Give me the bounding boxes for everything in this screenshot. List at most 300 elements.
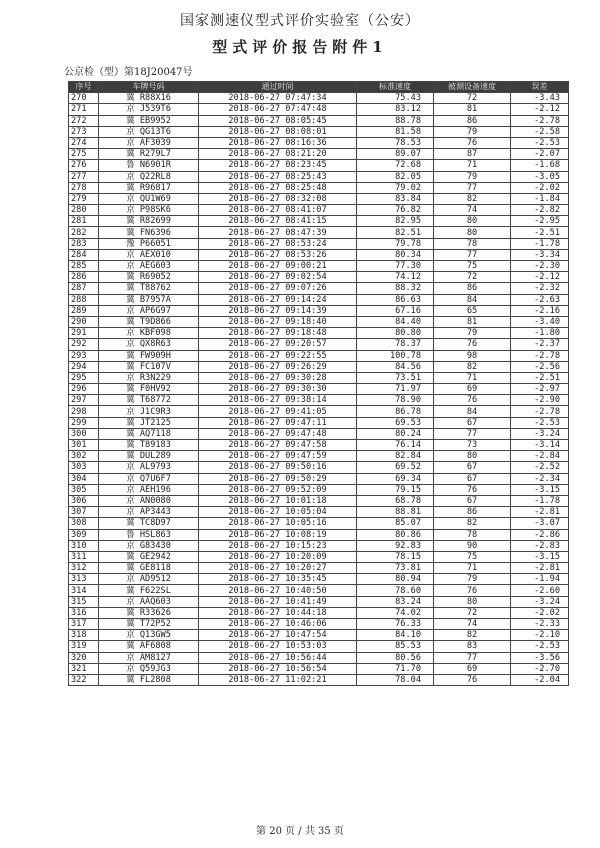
plate-number: 京 AAQ603 xyxy=(99,596,199,607)
standard-speed: 67.16 xyxy=(357,305,434,316)
standard-speed: 74.02 xyxy=(357,607,434,618)
plate-number: 鲁 N6901R xyxy=(99,160,199,171)
speed-error: -3.24 xyxy=(511,428,569,439)
pass-time: 2018-06-27 08:53:26 xyxy=(199,249,357,260)
plate-number: 京 Q13GW5 xyxy=(99,630,199,641)
standard-speed: 78.15 xyxy=(357,551,434,562)
plate-number: 京 QG13T6 xyxy=(99,126,199,137)
standard-speed: 79.15 xyxy=(357,484,434,495)
table-row xyxy=(69,607,569,618)
col-header-error: 误差 xyxy=(511,82,569,93)
standard-speed: 76.14 xyxy=(357,440,434,451)
pass-time: 2018-06-27 08:53:24 xyxy=(199,238,357,249)
table-row xyxy=(69,283,569,294)
device-speed: 77 xyxy=(434,428,511,439)
plate-number: 京 QX8R63 xyxy=(99,339,199,350)
standard-speed: 86.63 xyxy=(357,294,434,305)
table-row xyxy=(69,563,569,574)
row-index: 297 xyxy=(69,395,99,406)
lab-title: 国家测速仪型式评价实验室（公安） xyxy=(180,13,420,29)
speed-error: -2.51 xyxy=(511,227,569,238)
pass-time: 2018-06-27 10:53:03 xyxy=(199,641,357,652)
device-speed: 67 xyxy=(434,495,511,506)
pass-time: 2018-06-27 10:40:50 xyxy=(199,585,357,596)
table-row xyxy=(69,663,569,674)
device-speed: 90 xyxy=(434,540,511,551)
plate-number: 京 Q22RL8 xyxy=(99,171,199,182)
speed-error: -2.12 xyxy=(511,272,569,283)
table-row xyxy=(69,126,569,137)
pass-time: 2018-06-27 09:14:39 xyxy=(199,305,357,316)
pass-time: 2018-06-27 09:52:09 xyxy=(199,484,357,495)
pass-time: 2018-06-27 10:44:18 xyxy=(199,607,357,618)
table-row xyxy=(69,249,569,260)
standard-speed: 78.90 xyxy=(357,395,434,406)
speed-error: -2.53 xyxy=(511,417,569,428)
speed-error: -1.78 xyxy=(511,238,569,249)
device-speed: 80 xyxy=(434,451,511,462)
row-index: 281 xyxy=(69,216,99,227)
table-row xyxy=(69,137,569,148)
table-row xyxy=(69,574,569,585)
device-speed: 72 xyxy=(434,93,511,104)
device-speed: 79 xyxy=(434,171,511,182)
plate-number: 京 G83430 xyxy=(99,540,199,551)
table-row xyxy=(69,205,569,216)
pass-time: 2018-06-27 10:46:06 xyxy=(199,619,357,630)
row-index: 288 xyxy=(69,294,99,305)
report-subtitle: 型式评价报告附件1 xyxy=(212,38,388,56)
standard-speed: 77.30 xyxy=(357,261,434,272)
row-index: 298 xyxy=(69,406,99,417)
pass-time: 2018-06-27 08:08:01 xyxy=(199,126,357,137)
pass-time: 2018-06-27 09:26:29 xyxy=(199,361,357,372)
speed-error: -3.07 xyxy=(511,518,569,529)
speed-error: -2.97 xyxy=(511,384,569,395)
standard-speed: 82.84 xyxy=(357,451,434,462)
row-index: 299 xyxy=(69,417,99,428)
pass-time: 2018-06-27 10:05:16 xyxy=(199,518,357,529)
plate-number: 冀 JT2125 xyxy=(99,417,199,428)
plate-number: 冀 T89183 xyxy=(99,440,199,451)
table-header-row xyxy=(69,82,569,93)
plate-number: 冀 FN6396 xyxy=(99,227,199,238)
pass-time: 2018-06-27 09:50:16 xyxy=(199,462,357,473)
speed-error: -2.34 xyxy=(511,473,569,484)
plate-number: 冀 R82699 xyxy=(99,216,199,227)
pass-time: 2018-06-27 09:14:24 xyxy=(199,294,357,305)
plate-number: 冀 T68772 xyxy=(99,395,199,406)
device-speed: 76 xyxy=(434,674,511,685)
row-index: 272 xyxy=(69,115,99,126)
plate-number: 冀 T72P52 xyxy=(99,619,199,630)
table-row xyxy=(69,261,569,272)
pass-time: 2018-06-27 07:47:34 xyxy=(199,93,357,104)
row-index: 310 xyxy=(69,540,99,551)
standard-speed: 83.24 xyxy=(357,596,434,607)
standard-speed: 80.34 xyxy=(357,249,434,260)
device-speed: 76 xyxy=(434,137,511,148)
row-index: 303 xyxy=(69,462,99,473)
row-index: 279 xyxy=(69,193,99,204)
row-index: 271 xyxy=(69,104,99,115)
device-speed: 67 xyxy=(434,417,511,428)
plate-number: 冀 B7957A xyxy=(99,294,199,305)
pass-time: 2018-06-27 08:25:43 xyxy=(199,171,357,182)
row-index: 312 xyxy=(69,563,99,574)
plate-number: 京 AP3443 xyxy=(99,507,199,518)
table-row xyxy=(69,406,569,417)
pass-time: 2018-06-27 10:47:54 xyxy=(199,630,357,641)
row-index: 313 xyxy=(69,574,99,585)
device-speed: 77 xyxy=(434,652,511,663)
pass-time: 2018-06-27 08:41:15 xyxy=(199,216,357,227)
table-row xyxy=(69,339,569,350)
row-index: 296 xyxy=(69,384,99,395)
speed-error: -2.02 xyxy=(511,182,569,193)
plate-number: 京 AEG603 xyxy=(99,261,199,272)
standard-speed: 88.81 xyxy=(357,507,434,518)
device-speed: 73 xyxy=(434,440,511,451)
speed-error: -2.81 xyxy=(511,507,569,518)
device-speed: 71 xyxy=(434,160,511,171)
table-row xyxy=(69,350,569,361)
plate-number: 豫 P66051 xyxy=(99,238,199,249)
pass-time: 2018-06-27 09:50:29 xyxy=(199,473,357,484)
row-index: 285 xyxy=(69,261,99,272)
speed-error: -2.07 xyxy=(511,149,569,160)
speed-error: -2.56 xyxy=(511,361,569,372)
device-speed: 84 xyxy=(434,406,511,417)
row-index: 316 xyxy=(69,607,99,618)
standard-speed: 78.04 xyxy=(357,674,434,685)
pass-time: 2018-06-27 09:38:14 xyxy=(199,395,357,406)
plate-number: 京 AN0080 xyxy=(99,495,199,506)
plate-number: 京 AM8127 xyxy=(99,652,199,663)
device-speed: 87 xyxy=(434,149,511,160)
row-index: 308 xyxy=(69,518,99,529)
device-speed: 98 xyxy=(434,350,511,361)
device-speed: 82 xyxy=(434,361,511,372)
standard-speed: 75.43 xyxy=(357,93,434,104)
speed-error: -2.78 xyxy=(511,406,569,417)
speed-error: -2.51 xyxy=(511,372,569,383)
standard-speed: 76.33 xyxy=(357,619,434,630)
row-index: 293 xyxy=(69,350,99,361)
speed-error: -2.52 xyxy=(511,462,569,473)
device-speed: 79 xyxy=(434,126,511,137)
row-index: 319 xyxy=(69,641,99,652)
device-speed: 77 xyxy=(434,182,511,193)
device-speed: 75 xyxy=(434,261,511,272)
row-index: 301 xyxy=(69,440,99,451)
plate-number: 冀 DUL289 xyxy=(99,451,199,462)
standard-speed: 69.53 xyxy=(357,417,434,428)
standard-speed: 80.56 xyxy=(357,652,434,663)
device-speed: 71 xyxy=(434,563,511,574)
table-row xyxy=(69,294,569,305)
standard-speed: 79.78 xyxy=(357,238,434,249)
device-speed: 80 xyxy=(434,596,511,607)
row-index: 300 xyxy=(69,428,99,439)
table-row xyxy=(69,328,569,339)
pass-time: 2018-06-27 10:35:45 xyxy=(199,574,357,585)
pass-time: 2018-06-27 09:07:26 xyxy=(199,283,357,294)
pass-time: 2018-06-27 07:47:48 xyxy=(199,104,357,115)
device-speed: 67 xyxy=(434,462,511,473)
plate-number: 冀 R279L7 xyxy=(99,149,199,160)
device-speed: 69 xyxy=(434,384,511,395)
table-row xyxy=(69,372,569,383)
table-row xyxy=(69,104,569,115)
table-row xyxy=(69,428,569,439)
speed-error: -2.04 xyxy=(511,674,569,685)
plate-number: 冀 AQ7118 xyxy=(99,428,199,439)
row-index: 274 xyxy=(69,137,99,148)
pass-time: 2018-06-27 09:30:28 xyxy=(199,372,357,383)
speed-error: -2.63 xyxy=(511,294,569,305)
row-index: 311 xyxy=(69,551,99,562)
plate-number: 京 P98SK6 xyxy=(99,205,199,216)
standard-speed: 88.78 xyxy=(357,115,434,126)
table-row xyxy=(69,507,569,518)
plate-number: 冀 T9D866 xyxy=(99,316,199,327)
table-row xyxy=(69,551,569,562)
standard-speed: 80.80 xyxy=(357,328,434,339)
table-row xyxy=(69,115,569,126)
plate-number: 京 Q59JG3 xyxy=(99,663,199,674)
plate-number: 冀 FC107V xyxy=(99,361,199,372)
plate-number: 冀 T88762 xyxy=(99,283,199,294)
plate-number: 京 J539T6 xyxy=(99,104,199,115)
speed-error: -2.81 xyxy=(511,563,569,574)
pass-time: 2018-06-27 10:01:18 xyxy=(199,495,357,506)
device-speed: 67 xyxy=(434,473,511,484)
standard-speed: 80.24 xyxy=(357,428,434,439)
standard-speed: 72.68 xyxy=(357,160,434,171)
table-row xyxy=(69,473,569,484)
standard-speed: 76.82 xyxy=(357,205,434,216)
speed-error: -2.02 xyxy=(511,607,569,618)
table-row xyxy=(69,585,569,596)
standard-speed: 89.07 xyxy=(357,149,434,160)
table-row xyxy=(69,316,569,327)
col-header-time: 通过时间 xyxy=(199,82,357,93)
col-header-device-speed: 被测设备速度 xyxy=(434,82,511,93)
device-speed: 81 xyxy=(434,104,511,115)
standard-speed: 88.32 xyxy=(357,283,434,294)
table-row xyxy=(69,641,569,652)
speed-error: -3.40 xyxy=(511,316,569,327)
pass-time: 2018-06-27 10:56:54 xyxy=(199,663,357,674)
row-index: 305 xyxy=(69,484,99,495)
device-speed: 82 xyxy=(434,193,511,204)
device-speed: 86 xyxy=(434,283,511,294)
pass-time: 2018-06-27 11:02:21 xyxy=(199,674,357,685)
standard-speed: 92.83 xyxy=(357,540,434,551)
col-header-plate: 车牌号码 xyxy=(99,82,199,93)
plate-number: 冀 GE2942 xyxy=(99,551,199,562)
standard-speed: 71.70 xyxy=(357,663,434,674)
device-speed: 78 xyxy=(434,238,511,249)
standard-speed: 74.12 xyxy=(357,272,434,283)
device-speed: 69 xyxy=(434,663,511,674)
speed-error: -3.56 xyxy=(511,652,569,663)
speed-error: -3.05 xyxy=(511,171,569,182)
device-speed: 76 xyxy=(434,484,511,495)
row-index: 295 xyxy=(69,372,99,383)
plate-number: 冀 TC8D97 xyxy=(99,518,199,529)
standard-speed: 78.37 xyxy=(357,339,434,350)
row-index: 275 xyxy=(69,149,99,160)
speed-error: -2.10 xyxy=(511,630,569,641)
device-speed: 80 xyxy=(434,216,511,227)
standard-speed: 69.34 xyxy=(357,473,434,484)
plate-number: 鲁 HSL863 xyxy=(99,529,199,540)
table-row xyxy=(69,238,569,249)
table-row xyxy=(69,216,569,227)
speed-error: -1.84 xyxy=(511,193,569,204)
pass-time: 2018-06-27 10:56:44 xyxy=(199,652,357,663)
row-index: 307 xyxy=(69,507,99,518)
row-index: 280 xyxy=(69,205,99,216)
standard-speed: 78.60 xyxy=(357,585,434,596)
plate-number: 冀 R96817 xyxy=(99,182,199,193)
plate-number: 冀 R88X16 xyxy=(99,93,199,104)
pass-time: 2018-06-27 10:20:09 xyxy=(199,551,357,562)
table-row xyxy=(69,484,569,495)
speed-error: -3.43 xyxy=(511,93,569,104)
pass-time: 2018-06-27 09:47:11 xyxy=(199,417,357,428)
row-index: 282 xyxy=(69,227,99,238)
row-index: 306 xyxy=(69,495,99,506)
table-row xyxy=(69,529,569,540)
page-footer: 第 20 页 / 共 35 页 xyxy=(256,826,344,837)
plate-number: 冀 AF6808 xyxy=(99,641,199,652)
pass-time: 2018-06-27 08:41:07 xyxy=(199,205,357,216)
table-row xyxy=(69,440,569,451)
table-row xyxy=(69,495,569,506)
row-index: 321 xyxy=(69,663,99,674)
standard-speed: 82.95 xyxy=(357,216,434,227)
row-index: 277 xyxy=(69,171,99,182)
pass-time: 2018-06-27 08:47:39 xyxy=(199,227,357,238)
pass-time: 2018-06-27 09:18:48 xyxy=(199,328,357,339)
speed-error: -2.78 xyxy=(511,115,569,126)
row-index: 291 xyxy=(69,328,99,339)
table-row xyxy=(69,272,569,283)
row-index: 270 xyxy=(69,93,99,104)
table-row xyxy=(69,149,569,160)
device-speed: 65 xyxy=(434,305,511,316)
device-speed: 77 xyxy=(434,249,511,260)
row-index: 289 xyxy=(69,305,99,316)
speed-error: -2.30 xyxy=(511,261,569,272)
pass-time: 2018-06-27 10:20:27 xyxy=(199,563,357,574)
speed-error: -2.32 xyxy=(511,283,569,294)
standard-speed: 69.52 xyxy=(357,462,434,473)
plate-number: 冀 FL2808 xyxy=(99,674,199,685)
speed-error: -2.60 xyxy=(511,585,569,596)
device-speed: 79 xyxy=(434,574,511,585)
row-index: 294 xyxy=(69,361,99,372)
standard-speed: 71.97 xyxy=(357,384,434,395)
table-row xyxy=(69,384,569,395)
table-row xyxy=(69,540,569,551)
standard-speed: 85.07 xyxy=(357,518,434,529)
speed-error: -1.80 xyxy=(511,328,569,339)
speed-test-table xyxy=(68,81,569,686)
row-index: 309 xyxy=(69,529,99,540)
document-number: 公京检（型）第18J20047号 xyxy=(64,67,193,78)
pass-time: 2018-06-27 09:00:21 xyxy=(199,261,357,272)
device-speed: 78 xyxy=(434,529,511,540)
table-row xyxy=(69,630,569,641)
device-speed: 80 xyxy=(434,227,511,238)
pass-time: 2018-06-27 08:21:20 xyxy=(199,149,357,160)
row-index: 287 xyxy=(69,283,99,294)
speed-error: -2.33 xyxy=(511,619,569,630)
plate-number: 冀 FW909H xyxy=(99,350,199,361)
standard-speed: 81.58 xyxy=(357,126,434,137)
pass-time: 2018-06-27 09:20:57 xyxy=(199,339,357,350)
standard-speed: 80.86 xyxy=(357,529,434,540)
row-index: 292 xyxy=(69,339,99,350)
pass-time: 2018-06-27 09:41:05 xyxy=(199,406,357,417)
speed-error: -1.68 xyxy=(511,160,569,171)
table-row xyxy=(69,160,569,171)
row-index: 322 xyxy=(69,674,99,685)
standard-speed: 84.56 xyxy=(357,361,434,372)
device-speed: 74 xyxy=(434,205,511,216)
pass-time: 2018-06-27 10:08:19 xyxy=(199,529,357,540)
standard-speed: 79.02 xyxy=(357,182,434,193)
pass-time: 2018-06-27 09:22:55 xyxy=(199,350,357,361)
pass-time: 2018-06-27 09:18:40 xyxy=(199,316,357,327)
table-row xyxy=(69,417,569,428)
speed-error: -3.14 xyxy=(511,440,569,451)
row-index: 318 xyxy=(69,630,99,641)
pass-time: 2018-06-27 08:05:45 xyxy=(199,115,357,126)
device-speed: 84 xyxy=(434,294,511,305)
plate-number: 京 R3N229 xyxy=(99,372,199,383)
speed-error: -2.86 xyxy=(511,529,569,540)
row-index: 283 xyxy=(69,238,99,249)
table-row xyxy=(69,462,569,473)
standard-speed: 68.78 xyxy=(357,495,434,506)
table-row xyxy=(69,93,569,104)
device-speed: 76 xyxy=(434,585,511,596)
pass-time: 2018-06-27 10:41:49 xyxy=(199,596,357,607)
row-index: 273 xyxy=(69,126,99,137)
speed-error: -2.82 xyxy=(511,205,569,216)
plate-number: 冀 R69052 xyxy=(99,272,199,283)
speed-error: -2.70 xyxy=(511,663,569,674)
plate-number: 京 QU1W69 xyxy=(99,193,199,204)
plate-number: 京 KBF098 xyxy=(99,328,199,339)
table-row xyxy=(69,361,569,372)
pass-time: 2018-06-27 08:23:45 xyxy=(199,160,357,171)
plate-number: 冀 EB9952 xyxy=(99,115,199,126)
speed-error: -2.53 xyxy=(511,641,569,652)
plate-number: 京 AP6G97 xyxy=(99,305,199,316)
standard-speed: 83.84 xyxy=(357,193,434,204)
plate-number: 冀 GE8118 xyxy=(99,563,199,574)
device-speed: 71 xyxy=(434,372,511,383)
table-row xyxy=(69,182,569,193)
speed-error: -2.84 xyxy=(511,451,569,462)
speed-error: -2.37 xyxy=(511,339,569,350)
